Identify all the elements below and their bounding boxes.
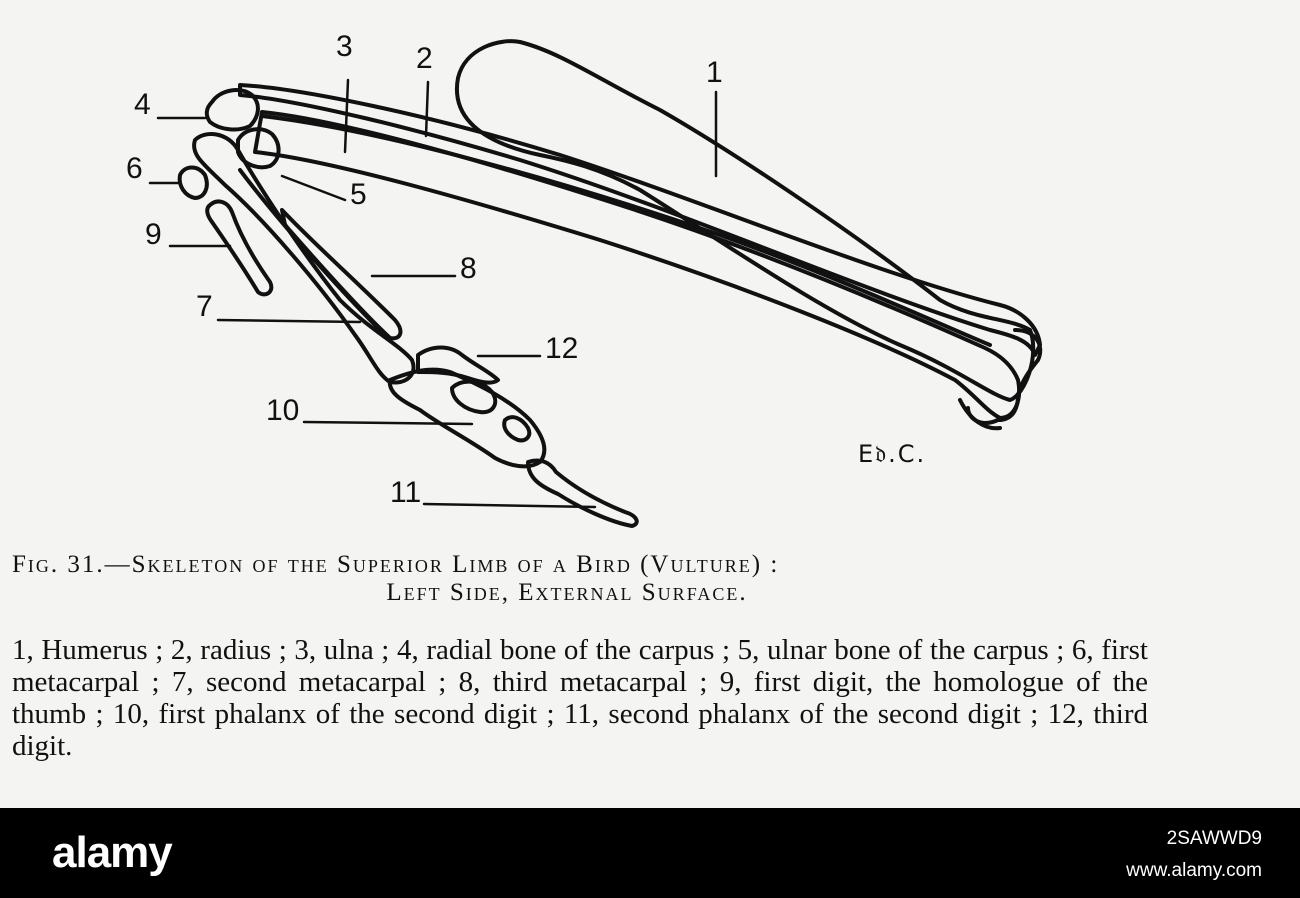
label-5: 5 [350, 178, 367, 211]
label-8: 8 [460, 252, 477, 285]
label-1: 1 [706, 56, 723, 89]
label-6: 6 [126, 152, 143, 185]
metacarpal-outline [194, 134, 413, 383]
watermark-url: www.alamy.com [1126, 860, 1262, 881]
label-4: 4 [134, 88, 151, 121]
caption-title-line-2: Left Side, External Surface. [386, 579, 748, 606]
label-9: 9 [145, 218, 162, 251]
artist-signature: E𝔡.C. [858, 440, 927, 468]
watermark-banner [0, 808, 1300, 898]
label-10: 10 [266, 394, 300, 427]
second-phalanx [528, 460, 637, 526]
radial-carpus [207, 90, 258, 129]
label-2: 2 [416, 42, 433, 75]
alamy-logo: alamy [52, 828, 172, 877]
image-id: 2SAWWD9 [1166, 828, 1262, 849]
label-3: 3 [336, 30, 353, 63]
label-7: 7 [196, 290, 213, 323]
caption-title-line-1: Fig. 31.—Skeleton of the Superior Limb of a Bird (Vulture) : [12, 551, 780, 578]
label-12: 12 [545, 332, 579, 365]
first-digit [207, 201, 271, 294]
figure-caption-legend: 1, Humerus ; 2, radius ; 3, ulna ; 4, radial bone of the carpus ; 5, ulnar bone of the carpus ; 6, first metacarpal ; 7, second metacarpal ; 8, third metacarpal ; 9, first digit, the homologue of the thumb ; 10, first phalanx of the second digit ; 11, second phalanx of the second digit ; 12, third digit. [12, 634, 1148, 762]
ulna-bone [255, 112, 1019, 418]
label-11: 11 [390, 476, 422, 509]
figure-caption-title [12, 551, 1162, 607]
